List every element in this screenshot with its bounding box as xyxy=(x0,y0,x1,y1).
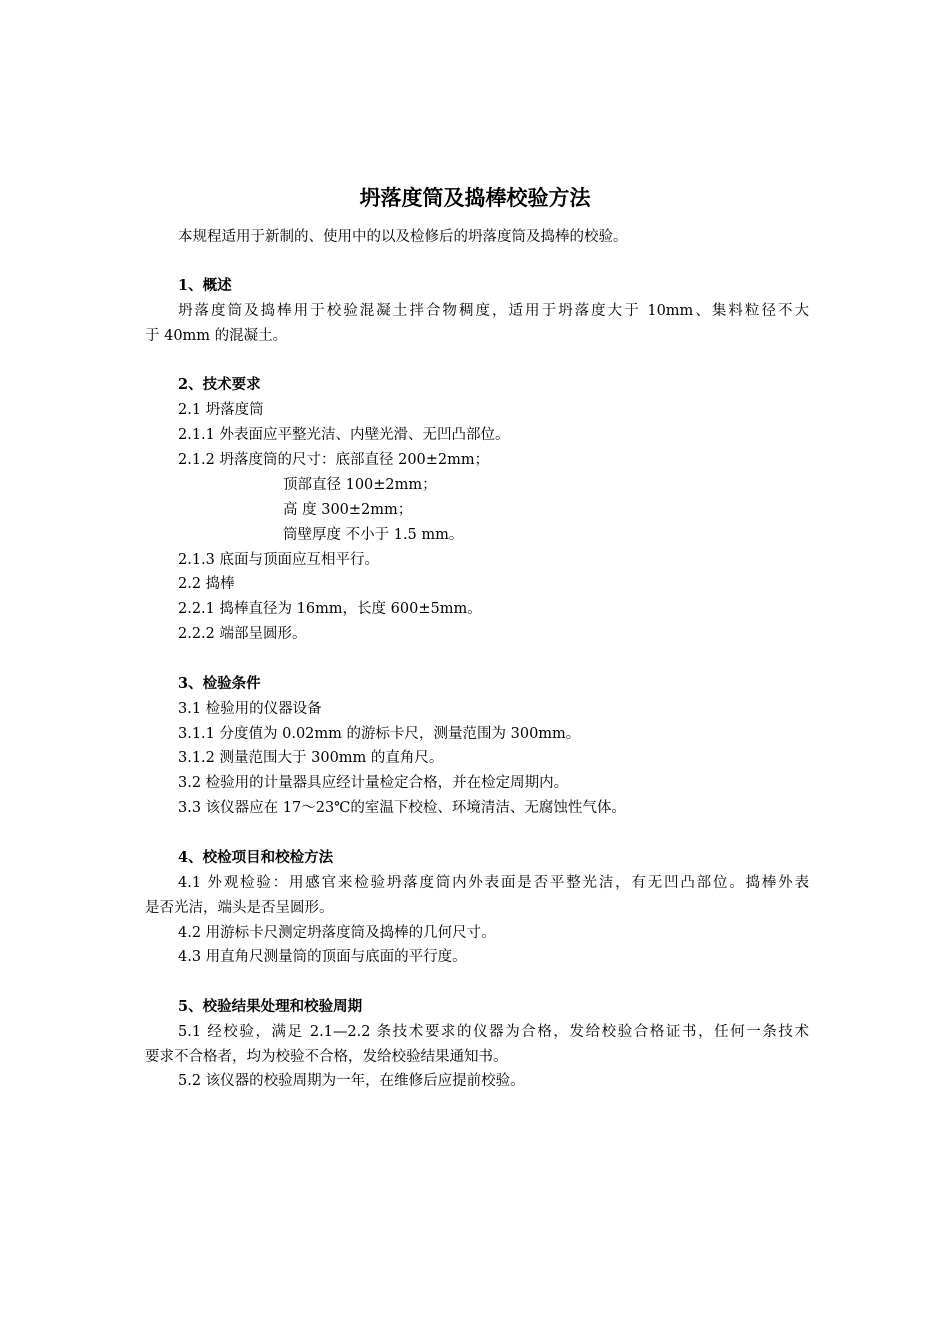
section-2-heading: 2、技术要求 xyxy=(178,376,261,393)
section-2-line-2-2: 2.2 捣棒 xyxy=(178,576,235,592)
document-title: 坍落度筒及捣棒校验方法 xyxy=(359,185,591,210)
section-3-line-3-1-1: 3.1.1 分度值为 0.02mm 的游标卡尺，测量范围为 300mm。 xyxy=(178,726,581,742)
section-3-heading: 3、检验条件 xyxy=(178,675,261,692)
section-4-paragraph-line-1: 4.1 外观检验：用感官来检验坍落度筒内外表面是否平整光洁，有无凹凸部位。捣棒外表 xyxy=(178,875,809,891)
section-2-wall-thickness: 筒壁厚度 不小于 1.5 mm。 xyxy=(283,527,464,543)
section-3-line-3-3: 3.3 该仪器应在 17～23℃的室温下校检、环境清洁、无腐蚀性气体。 xyxy=(178,800,626,816)
section-2-line-2-2-1: 2.2.1 捣棒直径为 16mm，长度 600±5mm。 xyxy=(178,601,482,617)
section-4-line-4-3: 4.3 用直角尺测量筒的顶面与底面的平行度。 xyxy=(178,949,467,965)
section-5-paragraph-line-1: 5.1 经校验，满足 2.1—2.2 条技术要求的仪器为合格，发给校验合格证书，任何一条技术 xyxy=(178,1024,809,1040)
section-2-line-2-1-3: 2.1.3 底面与顶面应互相平行。 xyxy=(178,552,380,568)
section-4-paragraph-line-2: 是否光洁，端头是否呈圆形。 xyxy=(145,900,334,916)
section-2-line-2-1-2: 2.1.2 坍落度筒的尺寸：底部直径 200±2mm； xyxy=(178,452,490,468)
section-2-line-2-1: 2.1 坍落度筒 xyxy=(178,402,264,418)
section-5-paragraph-line-2: 要求不合格者，均为校验不合格，发给校验结果通知书。 xyxy=(145,1049,508,1065)
section-1-paragraph-line-1: 坍落度筒及捣棒用于校验混凝土拌合物稠度，适用于坍落度大于 10mm、集料粒径不大 xyxy=(178,303,809,319)
section-4-heading: 4、校检项目和校检方法 xyxy=(178,849,334,866)
section-4-line-4-2: 4.2 用游标卡尺测定坍落度筒及捣棒的几何尺寸。 xyxy=(178,925,496,941)
section-5-line-5-2: 5.2 该仪器的校验周期为一年，在维修后应提前校验。 xyxy=(178,1073,525,1089)
intro-paragraph: 本规程适用于新制的、使用中的以及检修后的坍落度筒及捣棒的校验。 xyxy=(178,229,628,245)
section-1-heading: 1、概述 xyxy=(178,277,232,294)
section-2-top-diameter: 顶部直径 100±2mm； xyxy=(283,477,437,493)
section-3-line-3-1-2: 3.1.2 测量范围大于 300mm 的直角尺。 xyxy=(178,750,444,766)
section-3-line-3-1: 3.1 检验用的仪器设备 xyxy=(178,701,322,717)
section-2-height: 高 度 300±2mm； xyxy=(283,502,413,518)
section-2-line-2-2-2: 2.2.2 端部呈圆形。 xyxy=(178,626,307,642)
section-3-line-3-2: 3.2 检验用的计量器具应经计量检定合格，并在检定周期内。 xyxy=(178,775,569,791)
section-5-heading: 5、校验结果处理和校验周期 xyxy=(178,998,363,1015)
section-2-line-2-1-1: 2.1.1 外表面应平整光洁、内壁光滑、无凹凸部位。 xyxy=(178,427,510,443)
section-1-paragraph-line-2: 于 40mm 的混凝土。 xyxy=(145,328,288,344)
